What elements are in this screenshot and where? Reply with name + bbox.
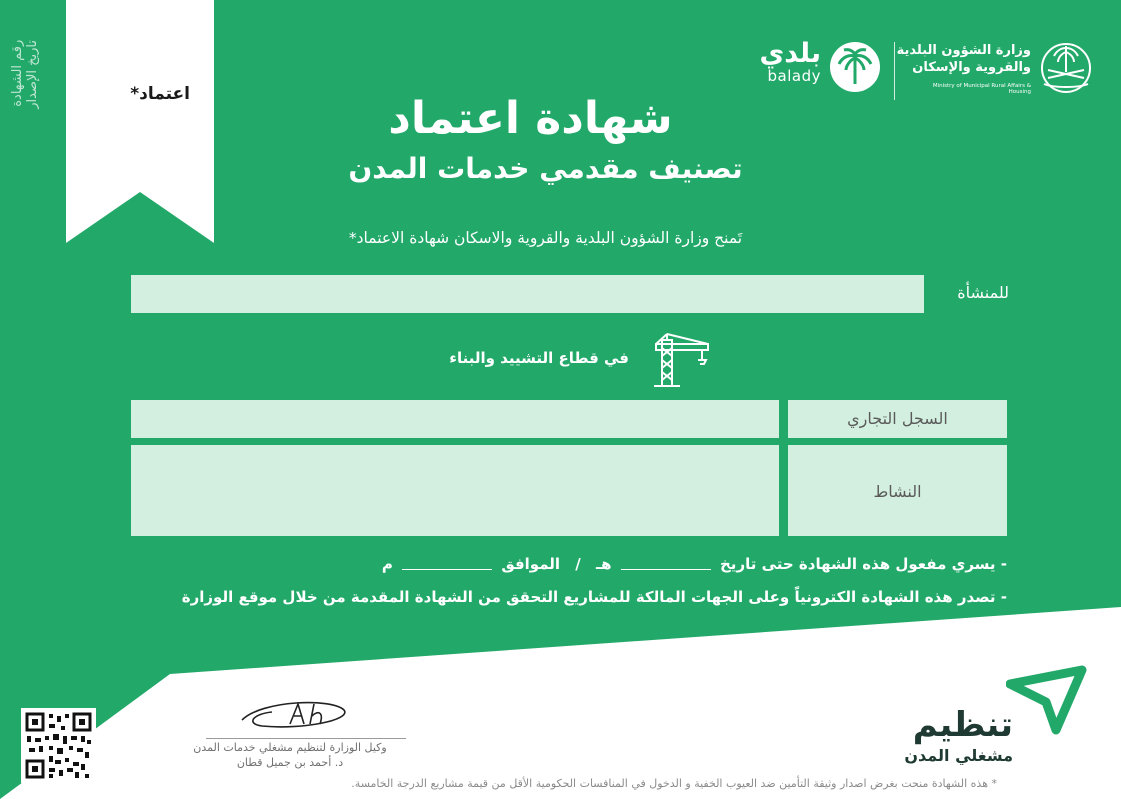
cert-number-label: رقم الشهادة xyxy=(10,40,25,107)
page-subtitle: تصنيف مقدمي خدمات المدن xyxy=(348,152,743,185)
ministry-name xyxy=(897,42,1031,76)
establishment-label: للمنشأة xyxy=(957,283,1009,302)
ministry-name-line1: وزارة الشؤون البلدية xyxy=(896,43,1031,58)
footnote: * هذه الشهادة منحت بغرض اصدار وثيقة التأمين ضد العيوب الخفية و الدخول في المنافسات الحكومية الأقل من قيمة مشاريع الدرجة الخامسة. xyxy=(351,777,997,790)
tanzeem-arrow-icon xyxy=(1006,664,1100,736)
grant-statement: تَمنح وزارة الشؤون البلدية والقروية والاسكان شهادة الاعتماد* xyxy=(348,229,743,247)
activity-label: النشاط xyxy=(873,482,922,501)
signature-line xyxy=(206,738,406,739)
date-separator: / xyxy=(575,555,581,573)
hijri-suffix: هـ xyxy=(596,555,612,573)
issue-date-label: تاريخ الإصدار xyxy=(25,40,40,109)
balady-palm-icon xyxy=(828,40,882,94)
activity-field xyxy=(131,445,779,536)
qr-code xyxy=(21,708,96,783)
commercial-register-label: السجل التجاري xyxy=(847,409,948,428)
gregorian-suffix: م xyxy=(381,555,393,573)
tanzeem-subtitle: مشغلي المدن xyxy=(904,746,1013,765)
balady-logo-ar: بلدي xyxy=(759,38,821,69)
validity-prefix: - يسري مفعول هذه الشهادة حتى تاريخ xyxy=(720,555,1007,573)
tanzeem-logo: تنظيم xyxy=(912,705,1013,745)
hijri-date-blank xyxy=(621,559,711,570)
establishment-field xyxy=(131,275,924,313)
ministry-name-line2: والقروية والإسكان xyxy=(912,60,1031,75)
signatory-name: د. أحمد بن جميل قطان xyxy=(236,756,344,769)
gregorian-label: الموافق xyxy=(501,555,561,573)
ministry-emblem-icon xyxy=(1036,38,1096,94)
issue-note: - تصدر هذه الشهادة الكترونياً وعلى الجهات المالكة للمشاريع التحقق من الشهادة المقدمة من خلال موقع الوزارة xyxy=(181,588,1007,606)
balady-logo-en: balady xyxy=(767,67,821,85)
logo-divider xyxy=(894,42,895,100)
page-title: شهادة اعتماد xyxy=(388,93,673,144)
sector-text: في قطاع التشييد والبناء xyxy=(449,349,629,367)
commercial-register-field xyxy=(131,400,779,438)
validity-note xyxy=(382,555,1007,573)
gregorian-date-blank xyxy=(402,559,492,570)
signature-image xyxy=(232,694,354,740)
signatory-title: وكيل الوزارة لتنظيم مشغلي خدمات المدن xyxy=(193,741,387,754)
crane-icon xyxy=(650,330,712,388)
ministry-name-en: Ministry of Municipal Rural Affairs & Housing xyxy=(932,83,1031,95)
ribbon-label: اعتماد* xyxy=(130,84,190,104)
